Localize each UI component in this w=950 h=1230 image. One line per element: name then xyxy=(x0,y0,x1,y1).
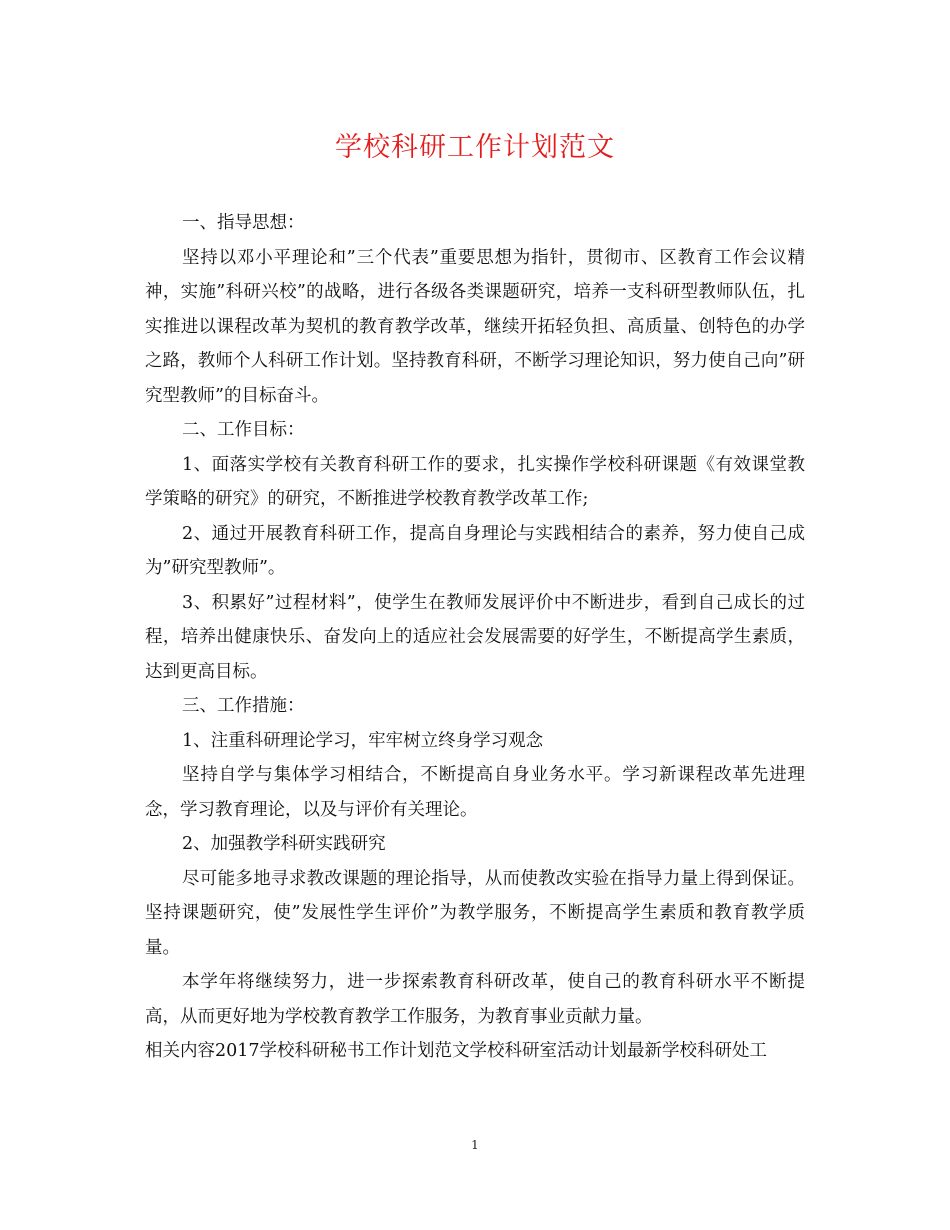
paragraph-conclusion: 本学年将继续努力，进一步探索教育科研改革，使自己的教育科研水平不断提高，从而更好地为学校教育教学工作服务，为教育事业贡献力量。 xyxy=(145,972,805,1027)
document-title: 学校科研工作计划范文 xyxy=(335,132,615,163)
paragraph-goal-3: 3、积累好”过程材料”，使学生在教师发展评价中不断进步，看到自己成长的过程，培养出健康快乐、奋发向上的适应社会发展需要的好学生，不断提高学生素质，达到更高目标。 xyxy=(145,592,805,682)
section-heading-work-measures: 三、工作措施： xyxy=(182,696,305,716)
paragraph-measure-1: 坚持自学与集体学习相结合，不断提高自身业务水平。学习新课程改革先进理念，学习教育理论，以及与评价有关理论。 xyxy=(145,765,805,820)
paragraph-goal-2: 2、通过开展教育科研工作，提高自身理论与实践相结合的素养，努力使自己成为”研究型教师”。 xyxy=(145,523,805,578)
paragraph-goal-1: 1、面落实学校有关教育科研工作的要求，扎实操作学校科研课题《有效课堂教学策略的研究》的研究，不断推进学校教育教学改革工作; xyxy=(145,454,805,509)
page-number: 1 xyxy=(471,1138,479,1152)
paragraph-guiding-ideology: 坚持以邓小平理论和”三个代表”重要思想为指针，贯彻市、区教育工作会议精神，实施”科研兴校”的战略，进行各级各类课题研究，培养一支科研型教师队伍，扎实推进以课程改革为契机的教育教学改革，继续开拓轻负担、高质量、创特色的办学之路，教师个人科研工作计划。坚持教育科研，不断学习理论知识，努力使自己向”研究型教师”的目标奋斗。 xyxy=(145,247,805,406)
related-content-line: 相关内容2017学校科研秘书工作计划范文学校科研室活动计划最新学校科研处工 xyxy=(145,1041,768,1061)
subheading-measure-1: 1、注重科研理论学习，牢牢树立终身学习观念 xyxy=(182,730,544,751)
document-body xyxy=(145,206,805,1069)
section-heading-guiding-ideology: 一、指导思想： xyxy=(182,213,305,233)
section-heading-work-goals: 二、工作目标： xyxy=(182,420,305,440)
subheading-measure-2: 2、加强教学科研实践研究 xyxy=(182,834,386,854)
paragraph-measure-2: 尽可能多地寻求教改课题的理论指导，从而使教改实验在指导力量上得到保证。坚持课题研究，使”发展性学生评价”为教学服务，不断提高学生素质和教育教学质量。 xyxy=(145,868,805,958)
